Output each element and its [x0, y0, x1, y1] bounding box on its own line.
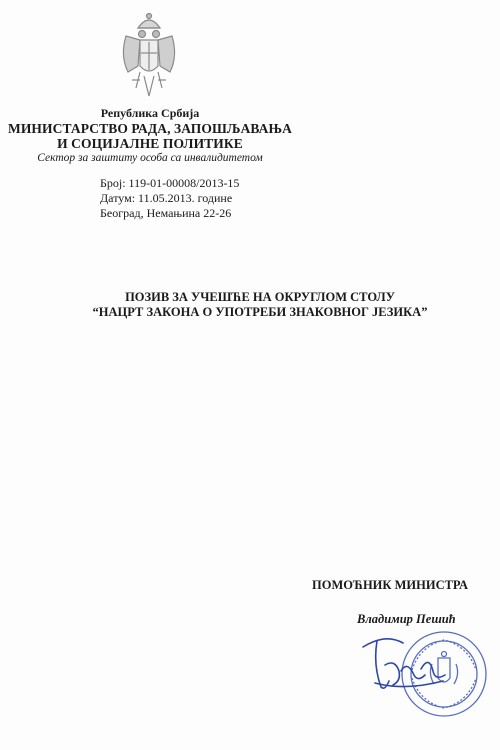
sector-name: Сектор за заштиту особа са инвалидитетом	[37, 152, 263, 164]
invitation-title	[60, 290, 460, 320]
document-number: Број: 119-01-00008/2013-15	[100, 176, 240, 190]
letterhead	[0, 106, 300, 166]
ministry-name-line2: И СОЦИЈАЛНЕ ПОЛИТИКЕ	[57, 136, 243, 151]
signatory-name: Владимир Пешић	[357, 612, 456, 626]
document-meta	[100, 176, 239, 221]
handwritten-signature-icon	[355, 625, 455, 695]
ministry-address: Београд, Немањина 22-26	[100, 206, 232, 220]
document-date: Датум: 11.05.2013. године	[100, 191, 233, 205]
republic-name: Република Србија	[100, 106, 200, 120]
title-line1: ПОЗИВ ЗА УЧЕШЋЕ НА ОКРУГЛОМ СТОЛУ	[125, 290, 395, 304]
coat-of-arms-icon	[118, 10, 180, 102]
title-line2: “НАЦРТ ЗАКОНА О УПОТРЕБИ ЗНАКОВНОГ ЈЕЗИКА”	[92, 305, 428, 319]
ministry-name-line1: МИНИСТАРСТВО РАДА, ЗАПОШЉАВАЊА	[7, 121, 292, 136]
signatory-title: ПОМОЋНИК МИНИСТРА	[312, 578, 468, 592]
